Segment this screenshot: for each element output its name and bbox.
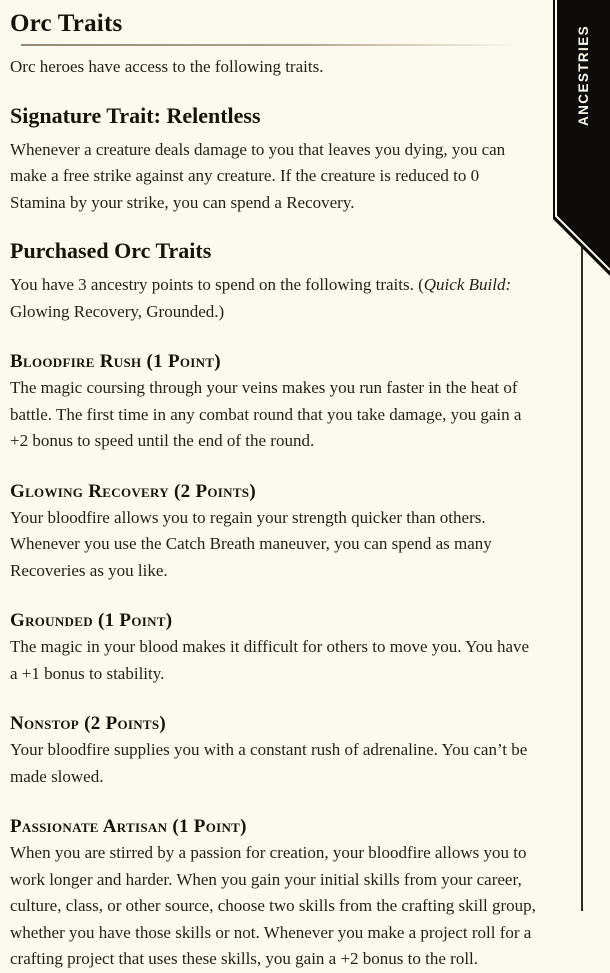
purchased-traits-intro — [10, 272, 536, 325]
trait-description: The magic coursing through your veins makes you run faster in the heat of battle. The first time in any combat round that you take damage, you gain a +2 bonus to speed until the end of the round. — [10, 378, 522, 450]
title-rule — [21, 44, 526, 46]
intro-text: Orc heroes have access to the following traits. — [10, 57, 324, 76]
quick-build-label: Quick Build: — [423, 275, 512, 294]
section-heading-purchased-traits: Purchased Orc Traits — [10, 238, 212, 263]
page-content — [10, 0, 536, 973]
trait-description: Your bloodfire allows you to regain your strength quicker than others. Whenever you use the Catch Breath maneuver, you can spend as many Recoveries as you like. — [10, 507, 492, 580]
trait-heading: Nonstop (2 Points) — [10, 713, 167, 734]
ancestries-tab — [553, 0, 610, 280]
trait-description: Your bloodfire supplies you with a constant rush of adrenaline. You can’t be made slowed. — [10, 740, 528, 786]
ancestries-tab-shape — [553, 0, 610, 276]
ancestries-tab-label: ANCESTRIES — [576, 24, 592, 126]
signature-trait-description: Whenever a creature deals damage to you that leaves you dying, you can make a free strike against any creature. If the creature is reduced to 0 Stamina by your strike, you can spend a Recovery. — [10, 139, 506, 212]
page-title: Orc Traits — [10, 10, 123, 37]
trait-description: The magic in your blood makes it difficult for others to move you. You have a +1 bonus to stability. — [10, 637, 530, 683]
trait-heading: Passionate Artisan (1 Point) — [10, 816, 247, 837]
trait-heading: Grounded (1 Point) — [10, 610, 173, 631]
trait-heading: Bloodfire Rush (1 Point) — [10, 351, 221, 372]
purchased-intro-before: You have 3 ancestry points to spend on the following traits. ( — [10, 275, 424, 294]
trait-description: When you are stirred by a passion for creation, your bloodfire allows you to work longer and harder. When you gain your initial skills from your career, culture, class, or other source, choose two skills from the crafting skill group, whether you have those skills or not. Whenever you make a project roll for a crafting project that uses these skills, you gain a +2 bonus to the roll. — [10, 843, 536, 968]
purchased-intro-after: Glowing Recovery, Grounded.) — [10, 301, 225, 321]
section-heading-signature-trait: Signature Trait: Relentless — [10, 102, 261, 128]
trait-heading: Glowing Recovery (2 Points) — [10, 480, 256, 502]
page-edge-rule — [581, 245, 583, 911]
trait-list — [10, 349, 536, 973]
